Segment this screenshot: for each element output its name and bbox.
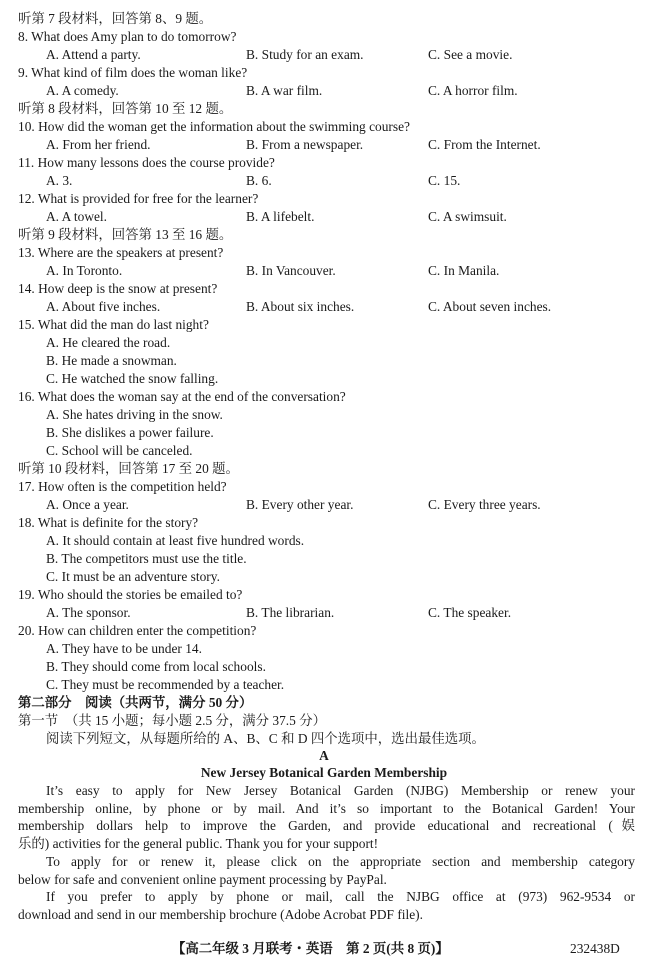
part-two-title: 第二部分 阅读（共两节，满分 50 分） — [18, 695, 253, 710]
question-9-stem: 9. What kind of film does the woman like? — [18, 65, 248, 80]
question-17-option-c: C. Every three years. — [428, 497, 541, 512]
footer-exam-code: 232438D — [570, 941, 620, 956]
question-19-option-c: C. The speaker. — [428, 605, 512, 620]
question-18-option-a: A. It should contain at least five hundred words. — [46, 533, 305, 548]
question-18-option-c: C. It must be an adventure story. — [46, 569, 220, 584]
question-11-stem: 11. How many lessons does the course provide? — [18, 155, 275, 170]
question-10-option-b: B. From a newspaper. — [246, 137, 364, 152]
question-14-option-a: A. About five inches. — [46, 299, 161, 314]
question-8-option-c: C. See a movie. — [428, 47, 513, 62]
page-footer — [0, 940, 648, 958]
question-10-stem: 10. How did the woman get the information about the swimming course? — [18, 119, 410, 134]
question-18-option-b: B. The competitors must use the title. — [46, 551, 247, 566]
question-10-option-c: C. From the Internet. — [428, 137, 541, 152]
question-12-option-c: C. A swimsuit. — [428, 209, 507, 224]
question-19-option-b: B. The librarian. — [246, 605, 335, 620]
paragraph-1-line: 乐的) activities for the general public. Thank you for your support! — [18, 835, 379, 851]
passage-letter: A — [319, 748, 329, 763]
question-9-option-c: C. A horror film. — [428, 83, 518, 98]
question-10-option-a: A. From her friend. — [46, 137, 151, 152]
question-15-option-a: A. He cleared the road. — [46, 335, 171, 350]
passage-title: New Jersey Botanical Garden Membership — [200, 765, 448, 780]
question-9-option-a: A. A comedy. — [46, 83, 119, 98]
listening-heading-10: 听第 10 段材料，回答第 17 至 20 题。 — [18, 461, 239, 476]
section-one-title: 第一节 （共 15 小题；每小题 2.5 分，满分 37.5 分） — [18, 713, 326, 728]
question-15-option-b: B. He made a snowman. — [46, 353, 177, 368]
question-17-option-a: A. Once a year. — [46, 497, 129, 512]
question-17-option-b: B. Every other year. — [246, 497, 354, 512]
question-20-stem: 20. How can children enter the competition? — [18, 623, 257, 638]
question-16-option-b: B. She dislikes a power failure. — [46, 425, 214, 440]
listening-heading-7: 听第 7 段材料，回答第 8、9 题。 — [18, 11, 213, 26]
question-15-option-c: C. He watched the snow falling. — [46, 371, 219, 386]
paragraph-2-line: below for safe and convenient online payment processing by PayPal. — [18, 871, 387, 887]
question-16-stem: 16. What does the woman say at the end of the conversation? — [18, 389, 346, 404]
paragraph-3-line: If you prefer to apply by phone or mail, call the NJBG office at (973) 962-9534 or — [46, 889, 635, 904]
question-20-option-b: B. They should come from local schools. — [46, 659, 266, 674]
paragraph-1-line: It’s easy to apply for New Jersey Botanical Garden (NJBG) Membership or renew your — [46, 783, 635, 798]
question-16-option-a: A. She hates driving in the snow. — [46, 407, 223, 422]
paragraph-2-line: To apply for or renew it, please click on the appropriate section and membership category — [46, 854, 635, 869]
paragraph-1-line: membership online, by phone or by mail. And it’s so important to the Botanical Garden! Your — [18, 800, 635, 816]
passage-paragraph-3 — [18, 888, 635, 923]
question-20-option-a: A. They have to be under 14. — [46, 641, 202, 656]
question-14-option-c: C. About seven inches. — [428, 299, 552, 314]
question-8-option-b: B. Study for an exam. — [246, 47, 364, 62]
question-16-option-c: C. School will be canceled. — [46, 443, 193, 458]
listening-heading-9: 听第 9 段材料，回答第 13 至 16 题。 — [18, 227, 233, 242]
question-9-option-b: B. A war film. — [246, 83, 323, 98]
reading-instruction: 阅读下列短文，从每题所给的 A、B、C 和 D 四个选项中，选出最佳选项。 — [46, 731, 485, 746]
question-11-option-a: A. 3. — [46, 173, 73, 188]
question-12-option-b: B. A lifebelt. — [246, 209, 315, 224]
question-20-option-c: C. They must be recommended by a teacher. — [46, 677, 285, 692]
footer-page-info: 【高二年级 3 月联考・英语 第 2 页(共 8 页)】 — [172, 941, 449, 956]
question-19-option-a: A. The sponsor. — [46, 605, 131, 620]
question-15-stem: 15. What did the man do last night? — [18, 317, 209, 332]
question-8-option-a: A. Attend a party. — [46, 47, 141, 62]
question-18-stem: 18. What is definite for the story? — [18, 515, 199, 530]
question-11-option-c: C. 15. — [428, 173, 461, 188]
question-14-option-b: B. About six inches. — [246, 299, 355, 314]
question-13-option-a: A. In Toronto. — [46, 263, 123, 278]
question-13-option-c: C. In Manila. — [428, 263, 500, 278]
question-12-option-a: A. A towel. — [46, 209, 108, 224]
question-8-stem: 8. What does Amy plan to do tomorrow? — [18, 29, 237, 44]
question-12-stem: 12. What is provided for free for the learner? — [18, 191, 259, 206]
question-13-stem: 13. Where are the speakers at present? — [18, 245, 224, 260]
passage-paragraph-2 — [18, 853, 635, 888]
paragraph-1-line: membership dollars help to improve the Garden, and provide educational and recreational (娱 — [18, 818, 635, 834]
question-13-option-b: B. In Vancouver. — [246, 263, 336, 278]
question-14-stem: 14. How deep is the snow at present? — [18, 281, 218, 296]
question-11-option-b: B. 6. — [246, 173, 272, 188]
question-19-stem: 19. Who should the stories be emailed to? — [18, 587, 243, 602]
listening-heading-8: 听第 8 段材料，回答第 10 至 12 题。 — [18, 101, 233, 116]
question-17-stem: 17. How often is the competition held? — [18, 479, 227, 494]
passage-paragraph-1 — [18, 782, 635, 852]
paragraph-3-line: download and send in our membership brochure (Adobe Acrobat PDF file). — [18, 906, 423, 922]
